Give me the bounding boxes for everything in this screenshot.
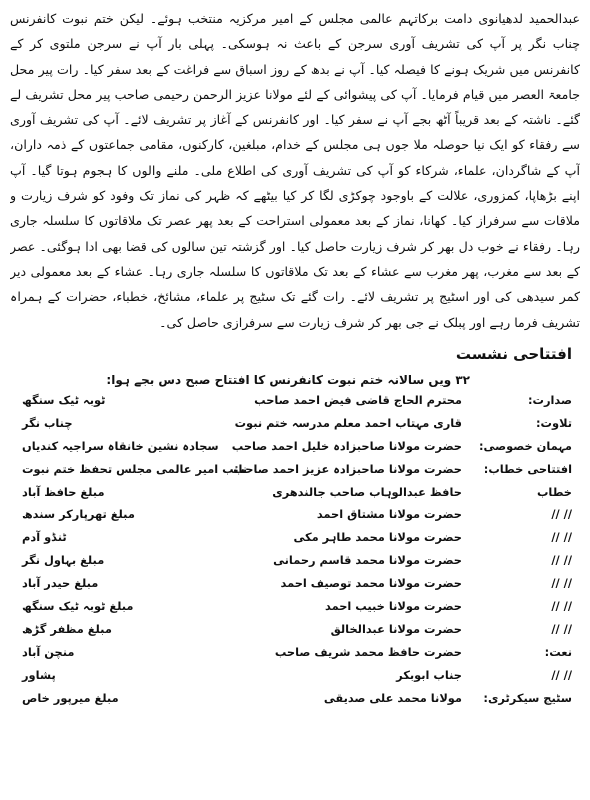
row-place: مبلغ حیدر آباد — [22, 576, 99, 591]
speaker-row — [10, 460, 580, 483]
row-name: حضرت حافظ محمد شریف صاحب — [274, 644, 462, 659]
speaker-row — [10, 597, 580, 620]
speaker-row — [10, 620, 580, 643]
row-label: // // — [551, 530, 572, 545]
speaker-row — [10, 505, 580, 528]
row-name: مولانا محمد علی صدیقی — [323, 690, 462, 705]
row-label: مہمان خصوصی: — [479, 438, 572, 453]
section-heading: افتتاحی نشست — [455, 345, 572, 363]
speaker-row — [10, 483, 580, 506]
row-label: سٹیج سیکرٹری: — [483, 690, 572, 705]
row-label: افتتاحی خطاب: — [483, 461, 572, 476]
row-place: پشاور — [22, 667, 56, 682]
speaker-row — [10, 689, 580, 712]
row-place: مبلغ ٹوبہ ٹیک سنگھ — [22, 599, 134, 614]
row-name: حضرت مولانا صاحبزادہ خلیل احمد صاحب — [231, 438, 462, 453]
row-name: محترم الحاج قاضی فیض احمد صاحب — [254, 393, 462, 407]
row-name: حضرت مولانا محمد طاہر مکی — [293, 530, 462, 545]
row-name: حضرت مولانا صاحبزادہ عزیز احمد صاحب — [233, 461, 462, 476]
row-place: ٹوبہ ٹیک سنگھ — [22, 393, 106, 407]
row-place: مبلغ حافظ آباد — [22, 484, 105, 499]
speaker-row — [10, 391, 580, 414]
row-name: حضرت مولانا محمد توصیف احمد — [280, 576, 462, 591]
speaker-row — [10, 551, 580, 574]
row-name: جناب ابوبکر — [396, 667, 462, 682]
row-label: // // — [551, 576, 572, 591]
row-place: مبلغ میرپور خاص — [22, 690, 119, 705]
body-paragraph: عبدالحمید لدھیانوی دامت برکاتہم عالمی مجلس کے امیر مرکزیہ منتخب ہوئے۔ لیکن ختم نبوت کانفرنس چناب نگر پر آپ کی تشریف آوری سرجن کے باعث نہ ہوسکی۔ پہلی بار آپ نے سرجن ملتوی کر کے کانفرنس میں شریک ہونے کا فیصلہ کیا۔ آپ نے بدھ کے روز اسباق سے فراغت کے بعد سفر کیا۔ رات پیر محل جامعۃ العصر میں قیام فرمایا۔ آپ کی پیشوائی کے لئے مولانا عزیز الرحمن رحیمی صاحب پیر محل تشریف لے گئے۔ ناشتہ کے بعد قریباً آٹھ بجے آپ نے سفر کیا۔ اور کانفرنس کے آغاز پر تشریف لائے۔ آپ کی تشریف آوری سے رفقاء کو ایک نیا حوصلہ ملا جوں ہی مجلس کے خدام، مبلغین، کارکنوں، مقامی جماعتوں کے ذمہ داران، آپ کے شاگردان، علماء، شرکاء کو آپ کی تشریف آوری کی اطلاع ملی۔ ملنے والوں کا ہجوم ہوتا گیا۔ آپ اپنے بڑھاپا، کمزوری، علالت کے باوجود چوکڑی لگا کر کیا بیٹھے کہ ظہر کی نماز تک وفود کو شرف زیارت و ملاقات سے سرفراز کیا۔ کھانا، نماز کے بعد معمولی استراحت کے بعد پھر عصر تک ملاقاتوں کا سلسلہ جاری رہا۔ رفقاء نے خوب دل بھر کر شرف زیارت حاصل کیا۔ اور گزشتہ تین سالوں کی قضا بھی ادا ہوگئی۔ عصر کے بعد سے مغرب، پھر مغرب سے عشاء کے بعد تک ملاقاتوں کا سلسلہ جاری رہا۔ عشاء کے بعد معمولی دیر کمر سیدھی کی اور اسٹیج پر تشریف لائے۔ رات گئے تک سٹیج پر علماء، مشائخ، خطباء، حضرات کے ہمراہ تشریف فرما رہے اور پبلک نے جی بھر کر شرف زیارت سے سرفرازی حاصل کی۔ — [10, 11, 580, 330]
row-name: حضرت مولانا خبیب احمد — [325, 599, 462, 614]
speaker-row — [10, 666, 580, 689]
row-place: منچن آباد — [22, 644, 75, 659]
speaker-row — [10, 437, 580, 460]
row-place: نائب امیر عالمی مجلس تحفظ ختم نبوت — [22, 461, 248, 476]
row-label: نعت: — [544, 644, 572, 659]
row-label: // // — [551, 599, 572, 614]
row-label: // // — [551, 553, 572, 568]
speaker-row — [10, 528, 580, 551]
row-name: حافظ عبدالوہاب صاحب جالندھری — [272, 484, 462, 499]
row-name: حضرت مولانا عبدالخالق — [330, 621, 462, 636]
session-intro: ۳۲ ویں سالانہ ختم نبوت کانفرنس کا افتتاح صبح دس بجے ہوا: — [106, 373, 470, 387]
row-place: چناب نگر — [22, 415, 73, 430]
speaker-row — [10, 414, 580, 437]
row-place: ٹنڈو آدم — [22, 530, 67, 545]
row-name: قاری مہتاب احمد معلم مدرسہ ختم نبوت — [234, 415, 462, 430]
speaker-list — [10, 391, 580, 711]
row-label: تلاوت: — [535, 415, 572, 430]
row-place: مبلغ مظفر گڑھ — [22, 621, 112, 636]
speaker-row — [10, 643, 580, 666]
row-label: // // — [551, 667, 572, 682]
row-label: خطاب — [536, 484, 572, 499]
row-place: مبلغ تھرپارکر سندھ — [22, 507, 135, 522]
row-place: سجادہ نشین خانقاہ سراجیہ کندیاں — [22, 438, 219, 453]
row-label: صدارت: — [527, 393, 572, 407]
speaker-row — [10, 574, 580, 597]
row-label: // // — [551, 621, 572, 636]
row-name: حضرت مولانا مشتاق احمد — [316, 507, 462, 522]
row-name: حضرت مولانا محمد قاسم رحمانی — [273, 553, 462, 568]
row-place: مبلغ بہاول نگر — [22, 553, 105, 568]
row-label: // // — [551, 507, 572, 522]
